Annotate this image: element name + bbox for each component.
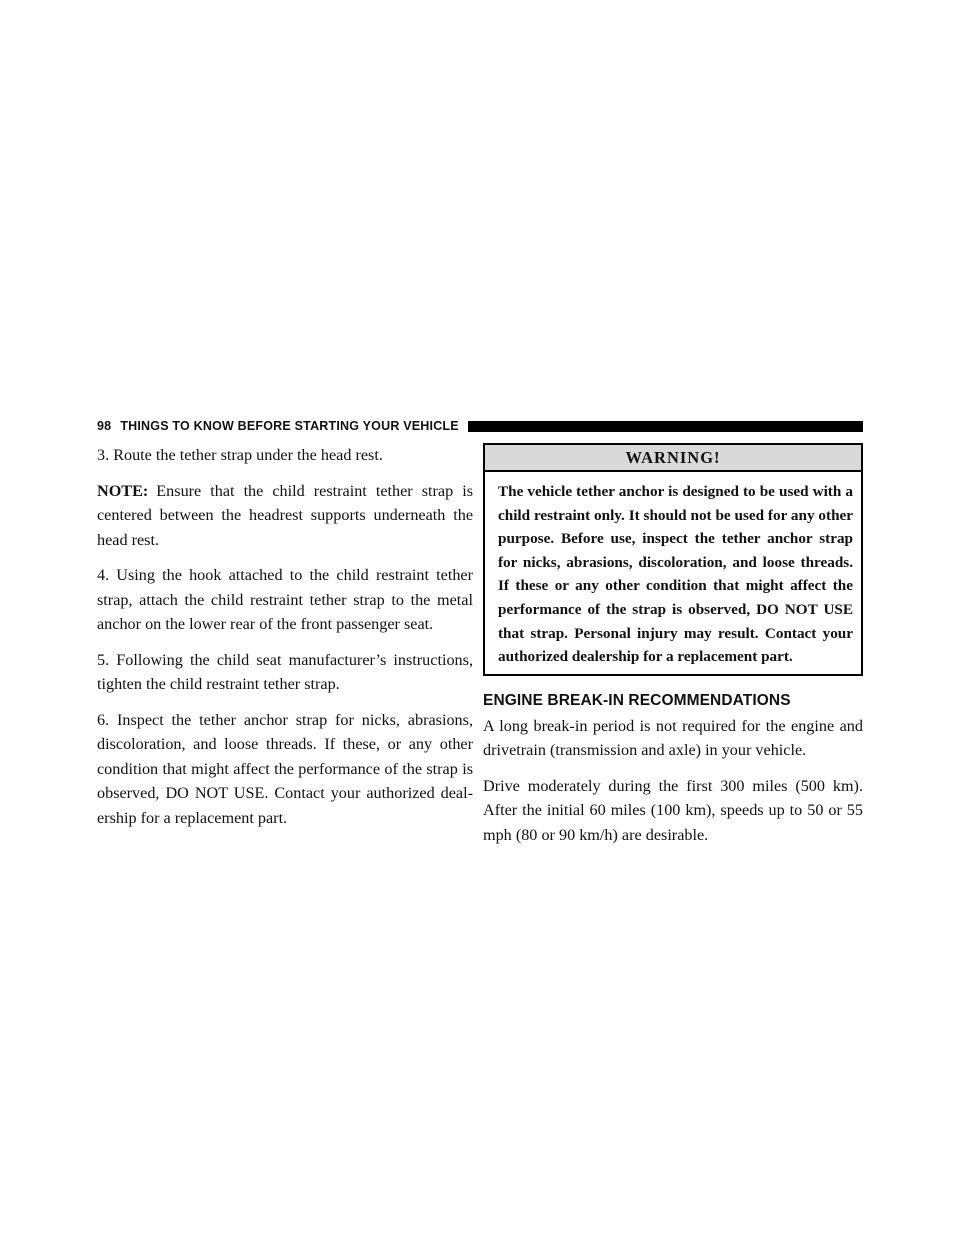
- page-header: [97, 418, 863, 434]
- step-4: 4. Using the hook attached to the child restraint tether strap, attach the child restraint tether strap to the metal anchor on the lower rear of the front passenger seat.: [97, 566, 473, 633]
- step-5: 5. Following the child seat manufacturer’s instructions, tighten the child restraint tether strap.: [97, 650, 473, 693]
- warning-text: The vehicle tether anchor is designed to be used with a child restraint only. It should not be used for any other purpose. Before use, inspect the tether anchor strap for nicks, abrasions, discoloration, and loose threads. If these or any other condition that might affect the performance of the strap is observed, DO NOT USE that strap. Personal injury may result. Contact your authorized dealership for a replacement part.: [498, 483, 853, 666]
- right-column: [483, 443, 863, 858]
- note-paragraph: [97, 479, 473, 553]
- note-text: Ensure that the child restraint tether strap is centered between the headrest supports underneath the head rest.: [97, 481, 473, 549]
- page-number: 98: [97, 419, 112, 433]
- warning-box: [483, 443, 863, 676]
- warning-title: WARNING!: [485, 445, 861, 472]
- engine-break-in-heading: ENGINE BREAK-IN RECOMMENDATIONS: [483, 691, 791, 709]
- engine-paragraph-1: A long break-in period is not required for the engine and drivetrain (transmission and axle) in your vehicle.: [483, 716, 863, 760]
- chapter-title: THINGS TO KNOW BEFORE STARTING YOUR VEHICLE: [120, 419, 459, 433]
- step-3: 3. Route the tether strap under the head rest.: [97, 446, 383, 464]
- header-rule: [468, 421, 863, 432]
- note-label: NOTE:: [97, 481, 149, 500]
- engine-paragraph-2: Drive moderately during the first 300 miles (500 km). After the initial 60 miles (100 km), speeds up to 50 or 55 mph (80 or 90 km/h) are desirable.: [483, 776, 863, 844]
- step-6: 6. Inspect the tether anchor strap for nicks, abrasions, discoloration, and loose threads. If these, or any other condition that might affect the performance of the strap is observed, DO NOT USE. Contact your authorized deal-ership for a replacement part.: [97, 710, 473, 827]
- left-column: [97, 443, 473, 841]
